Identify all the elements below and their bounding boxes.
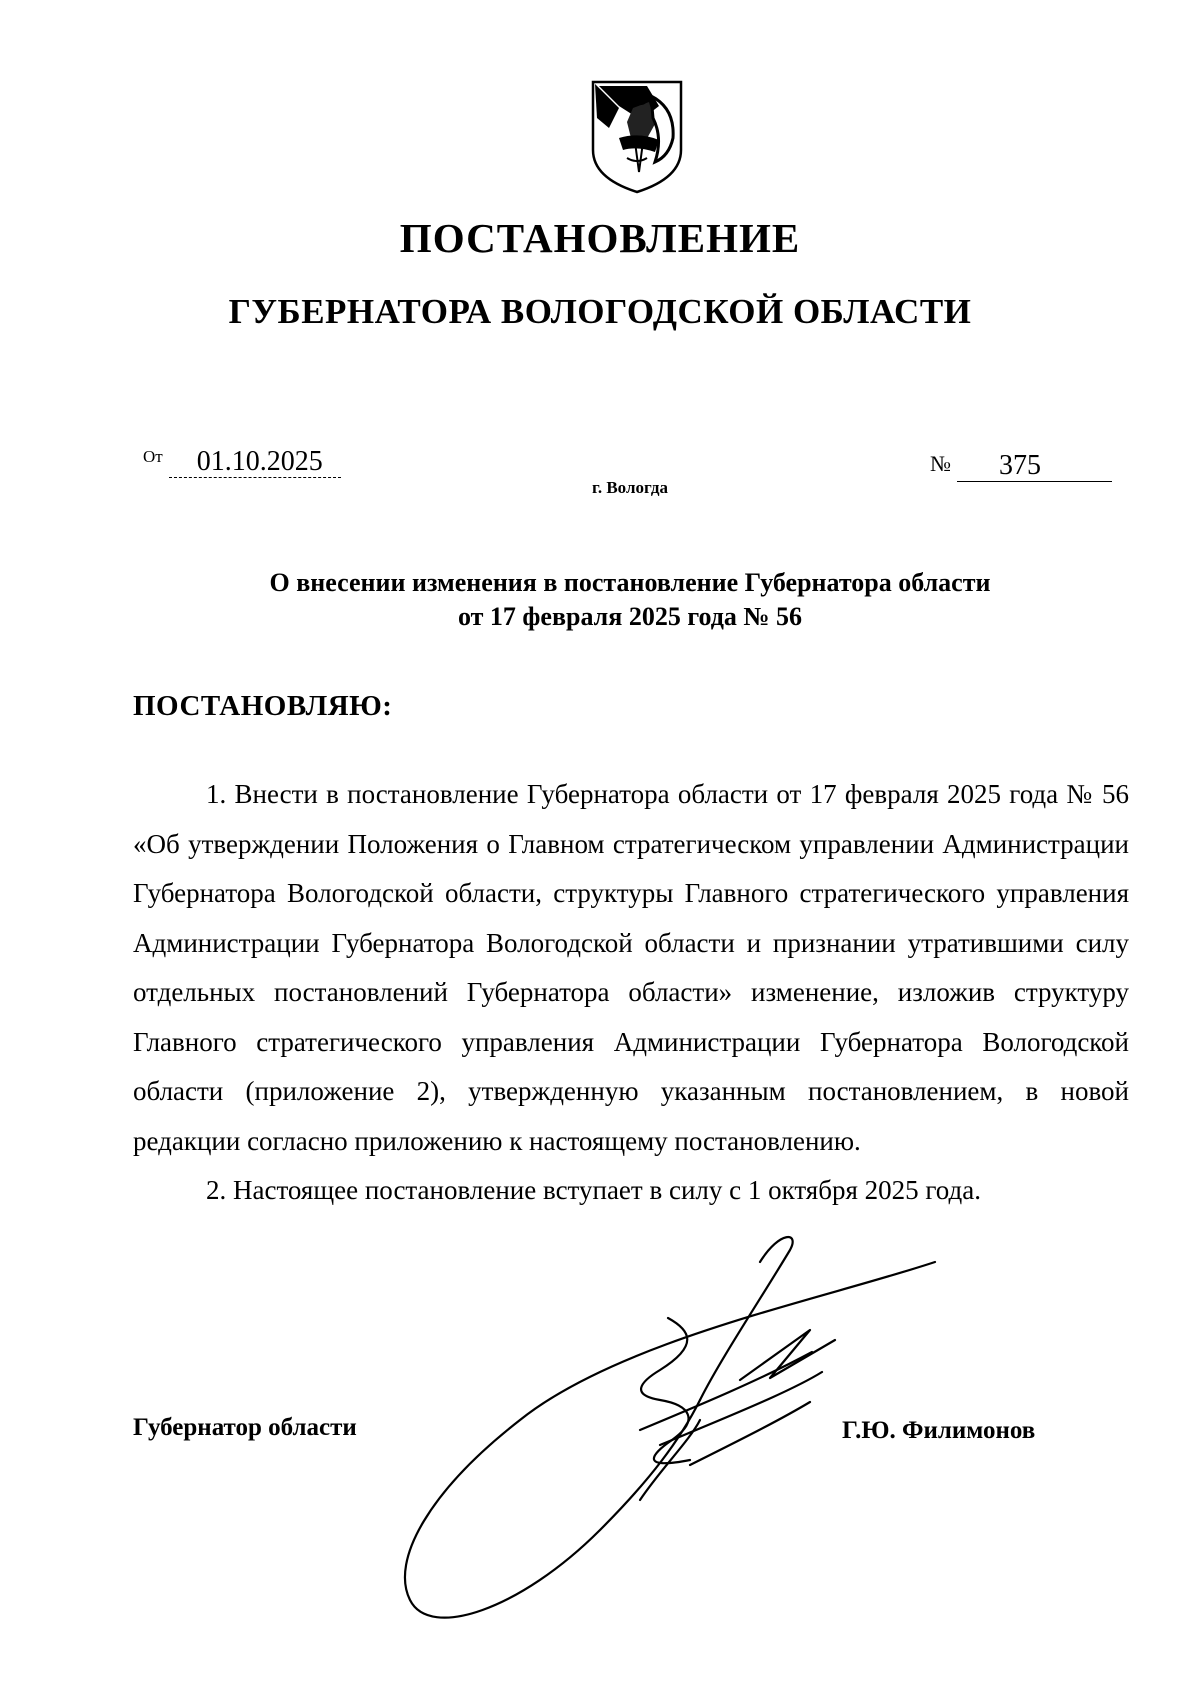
document-date: 01.10.2025 (169, 447, 341, 478)
document-title: ПОСТАНОВЛЕНИЕ (399, 215, 801, 261)
date-prefix: От (143, 447, 163, 466)
subject-line-1: О внесении изменения в постановление Губернатора области (269, 568, 991, 597)
document-issuer: ГУБЕРНАТОРА ВОЛОГОДСКОЙ ОБЛАСТИ (228, 292, 972, 331)
paragraph-2: 2. Настоящее постановление вступает в силу с 1 октября 2025 года. (206, 1175, 981, 1205)
paragraph-1: 1. Внести в постановление Губернатора области от 17 февраля 2025 года № 56 «Об утверждении Положения о Главном стратегическом управлении Администрации Губернатора Вологодской области, структуры Главного стратегического управления Администрации Губернатора Вологодской области и признании утратившими силу отдельных постановлений Губернатора области» изменение, изложив структуру Главного стратегического управления Администрации Губернатора Вологодской области (приложение 2), утвержденную указанным постановлением, в новой редакции согласно приложению к настоящему постановлению. (133, 779, 1129, 1156)
document-number: 375 (957, 451, 1112, 482)
document-subject (0, 566, 1200, 634)
city-label: г. Вологда (592, 478, 668, 497)
signatory-position: Губернатор области (133, 1414, 357, 1441)
signatory-name: Г.Ю. Филимонов (842, 1417, 1036, 1444)
number-prefix: № (930, 451, 951, 476)
document-body (133, 770, 1129, 1216)
date-field (143, 447, 341, 478)
coat-of-arms-icon (589, 78, 685, 194)
subject-line-2: от 17 февраля 2025 года № 56 (457, 602, 803, 631)
decree-heading: ПОСТАНОВЛЯЮ: (133, 690, 393, 722)
number-field (930, 451, 1112, 482)
